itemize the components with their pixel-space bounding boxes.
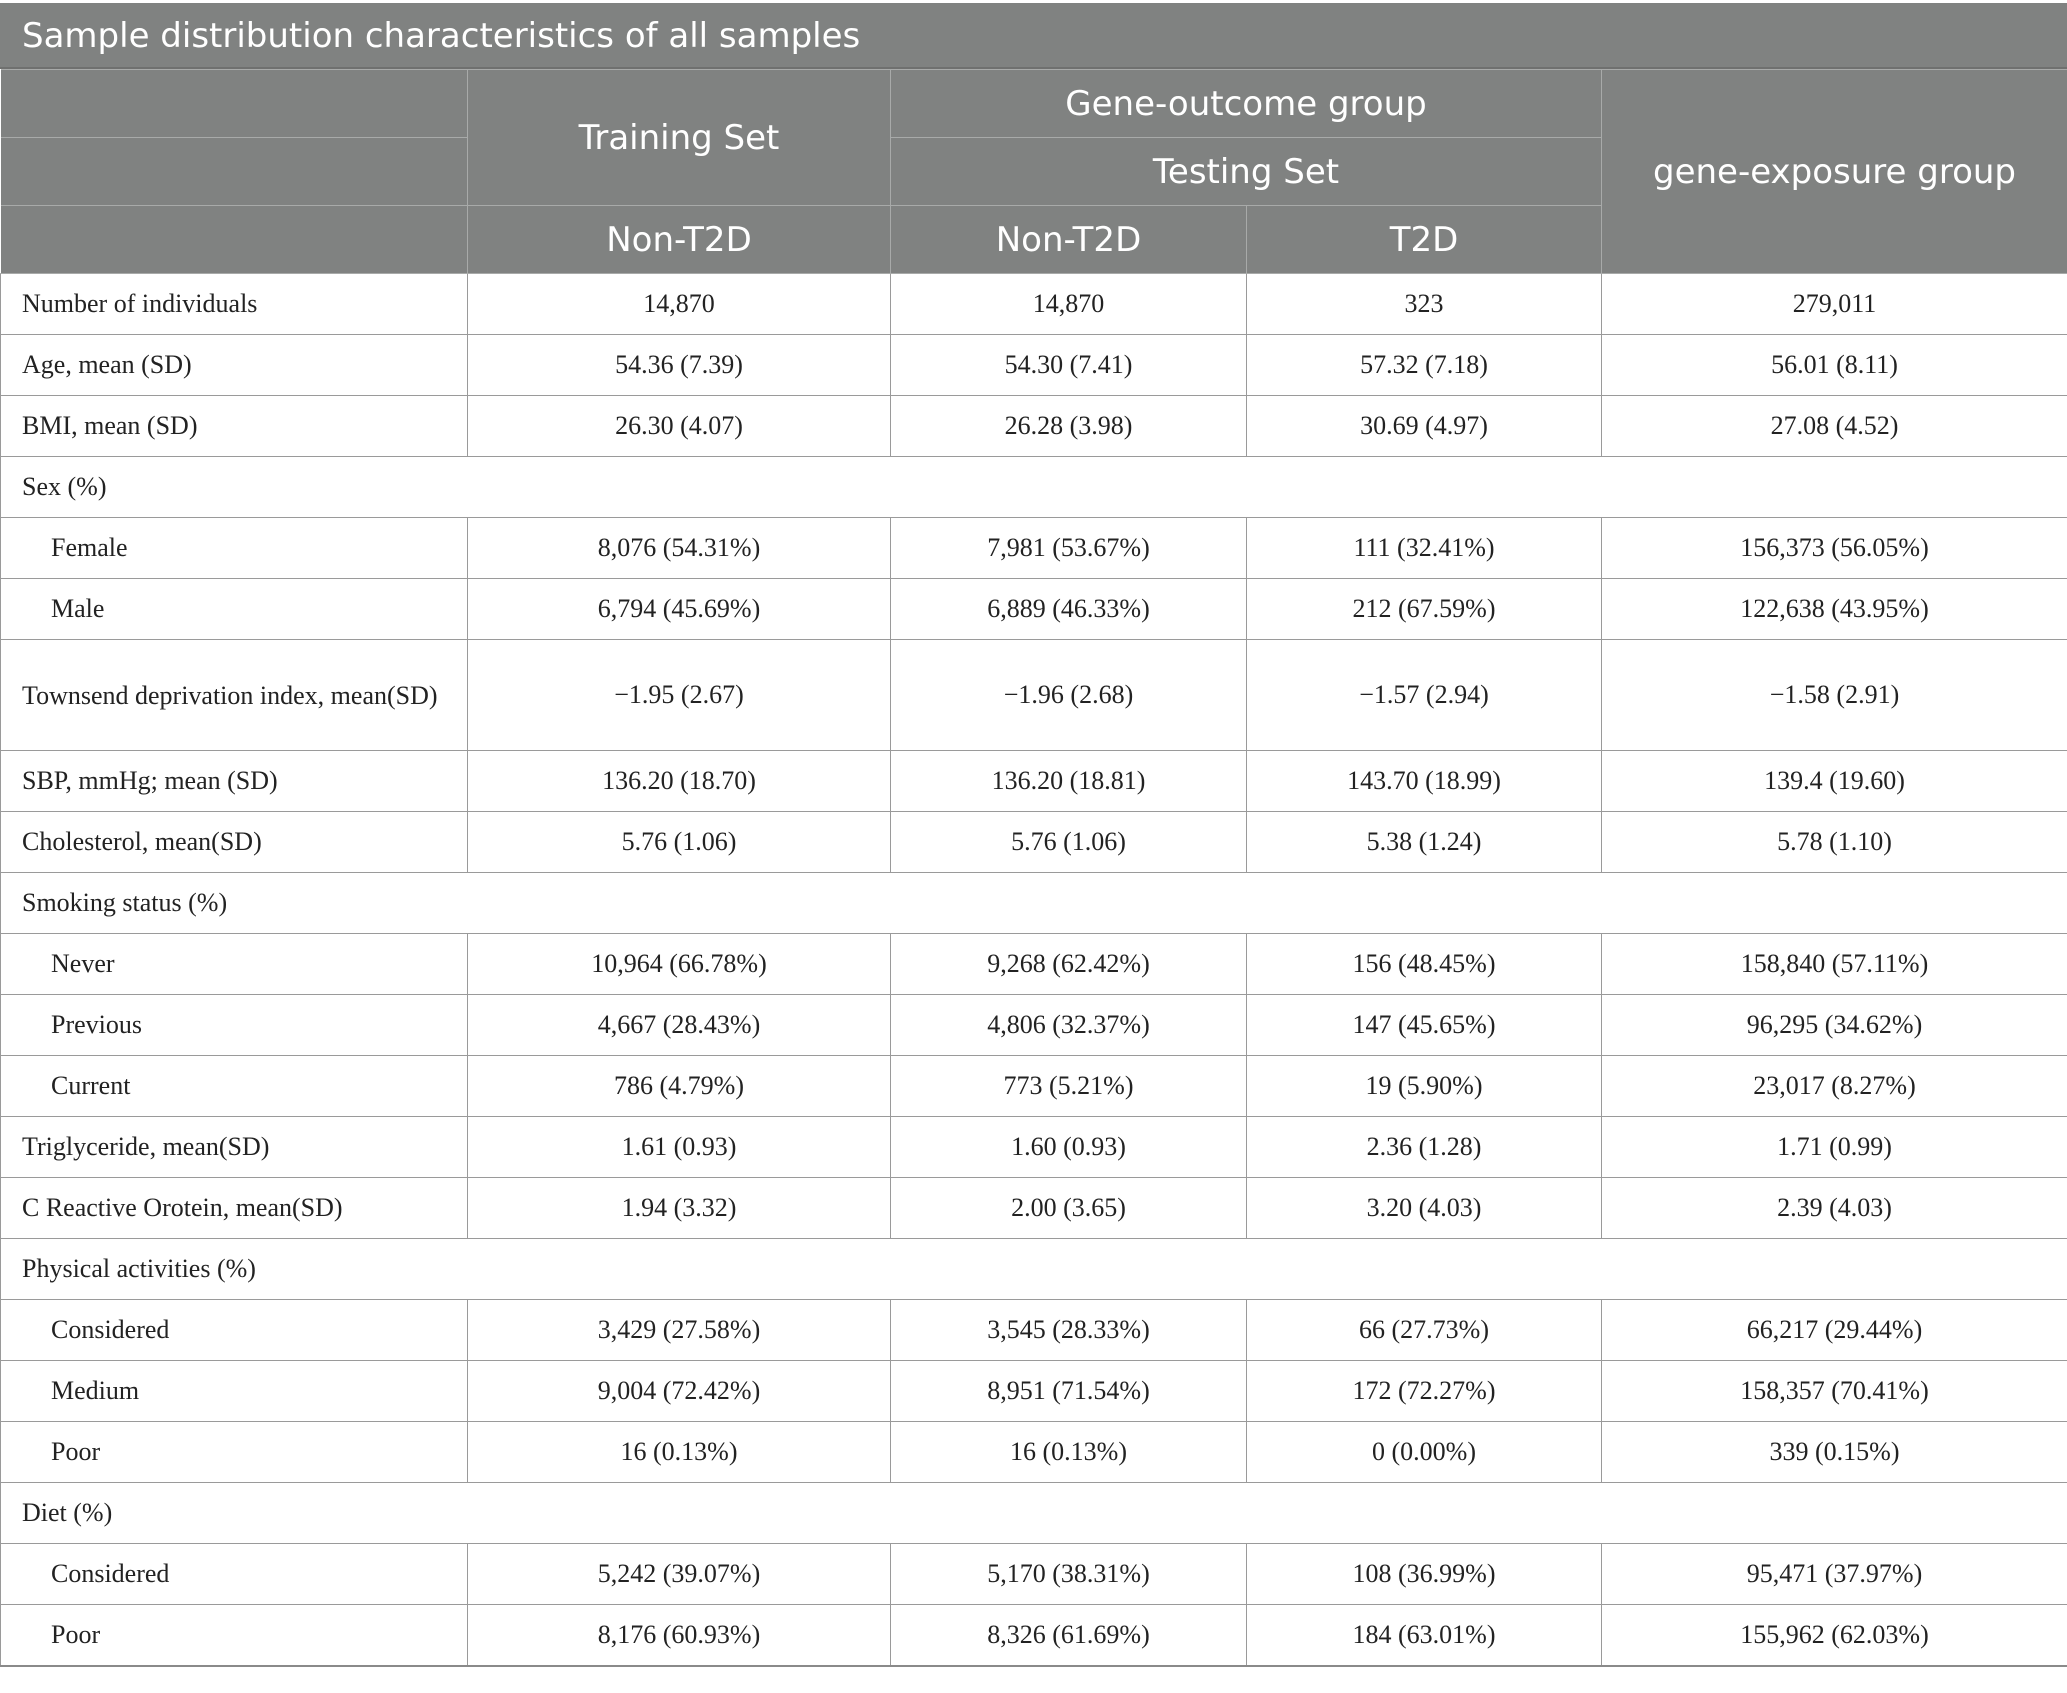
table-cell: −1.96 (2.68) xyxy=(891,640,1247,751)
row-label: Cholesterol, mean(SD) xyxy=(1,812,468,873)
table-cell: −1.58 (2.91) xyxy=(1602,640,2067,751)
table-row xyxy=(1,812,2067,873)
table-cell: 279,011 xyxy=(1602,274,2067,335)
table-row xyxy=(1,518,2067,579)
row-label: Poor xyxy=(1,1422,468,1483)
table-section-row xyxy=(1,873,2067,934)
table-cell: 5.76 (1.06) xyxy=(891,812,1247,873)
header-training-set: Training Set xyxy=(468,70,891,206)
table-cell: 8,176 (60.93%) xyxy=(468,1605,891,1667)
header-train-non-t2d: Non-T2D xyxy=(468,206,891,274)
table-row xyxy=(1,1178,2067,1239)
row-label: Current xyxy=(1,1056,468,1117)
table-cell: 156 (48.45%) xyxy=(1247,934,1602,995)
table-row xyxy=(1,640,2067,751)
data-table xyxy=(0,69,2067,1667)
row-label: Considered xyxy=(1,1300,468,1361)
row-label: Age, mean (SD) xyxy=(1,335,468,396)
table-row xyxy=(1,751,2067,812)
table-section-row xyxy=(1,1239,2067,1300)
table-cell: 4,806 (32.37%) xyxy=(891,995,1247,1056)
table-cell: −1.57 (2.94) xyxy=(1247,640,1602,751)
table-cell: 5.76 (1.06) xyxy=(468,812,891,873)
table-cell: 23,017 (8.27%) xyxy=(1602,1056,2067,1117)
section-heading: Physical activities (%) xyxy=(1,1239,2067,1300)
table-cell: 2.00 (3.65) xyxy=(891,1178,1247,1239)
row-label: Number of individuals xyxy=(1,274,468,335)
table-cell: 14,870 xyxy=(891,274,1247,335)
table-row xyxy=(1,335,2067,396)
table-row xyxy=(1,274,2067,335)
table-cell: 10,964 (66.78%) xyxy=(468,934,891,995)
table-cell: 30.69 (4.97) xyxy=(1247,396,1602,457)
table-cell: 212 (67.59%) xyxy=(1247,579,1602,640)
table-cell: 19 (5.90%) xyxy=(1247,1056,1602,1117)
table-cell: 323 xyxy=(1247,274,1602,335)
table-cell: 155,962 (62.03%) xyxy=(1602,1605,2067,1667)
table-cell: 54.30 (7.41) xyxy=(891,335,1247,396)
row-label: Previous xyxy=(1,995,468,1056)
table-cell: 7,981 (53.67%) xyxy=(891,518,1247,579)
table-cell: 9,268 (62.42%) xyxy=(891,934,1247,995)
table-cell: 147 (45.65%) xyxy=(1247,995,1602,1056)
table-row xyxy=(1,1300,2067,1361)
table-cell: 786 (4.79%) xyxy=(468,1056,891,1117)
header-blank-cell xyxy=(1,70,468,138)
table-cell: 5.38 (1.24) xyxy=(1247,812,1602,873)
table-cell: 139.4 (19.60) xyxy=(1602,751,2067,812)
table-row xyxy=(1,1056,2067,1117)
table-header xyxy=(1,70,2067,274)
table-cell: 66,217 (29.44%) xyxy=(1602,1300,2067,1361)
table-row xyxy=(1,1361,2067,1422)
table-cell: 143.70 (18.99) xyxy=(1247,751,1602,812)
table-cell: 16 (0.13%) xyxy=(468,1422,891,1483)
table-section-row xyxy=(1,457,2067,518)
table-row xyxy=(1,1422,2067,1483)
table-cell: 9,004 (72.42%) xyxy=(468,1361,891,1422)
row-label: Never xyxy=(1,934,468,995)
header-gene-exposure-group: gene-exposure group xyxy=(1602,70,2067,274)
table-cell: 16 (0.13%) xyxy=(891,1422,1247,1483)
table-row xyxy=(1,1117,2067,1178)
row-label: Considered xyxy=(1,1544,468,1605)
table-cell: 1.94 (3.32) xyxy=(468,1178,891,1239)
table-cell: 3,429 (27.58%) xyxy=(468,1300,891,1361)
row-label: SBP, mmHg; mean (SD) xyxy=(1,751,468,812)
table-cell: 3,545 (28.33%) xyxy=(891,1300,1247,1361)
table-cell: 0 (0.00%) xyxy=(1247,1422,1602,1483)
table-cell: 4,667 (28.43%) xyxy=(468,995,891,1056)
table-row xyxy=(1,1605,2067,1667)
row-label: Poor xyxy=(1,1605,468,1667)
table-cell: 5,170 (38.31%) xyxy=(891,1544,1247,1605)
table-row xyxy=(1,934,2067,995)
header-testing-set: Testing Set xyxy=(891,138,1602,206)
table-cell: 2.39 (4.03) xyxy=(1602,1178,2067,1239)
table-title: Sample distribution characteristics of all samples xyxy=(0,3,2067,69)
header-blank-cell xyxy=(1,206,468,274)
table-cell: 136.20 (18.70) xyxy=(468,751,891,812)
table-body xyxy=(1,274,2067,1667)
table-cell: 136.20 (18.81) xyxy=(891,751,1247,812)
table-cell: 108 (36.99%) xyxy=(1247,1544,1602,1605)
table-cell: 1.71 (0.99) xyxy=(1602,1117,2067,1178)
table-cell: 5.78 (1.10) xyxy=(1602,812,2067,873)
section-heading: Smoking status (%) xyxy=(1,873,2067,934)
table-cell: 14,870 xyxy=(468,274,891,335)
row-label: Male xyxy=(1,579,468,640)
table-cell: 27.08 (4.52) xyxy=(1602,396,2067,457)
table-cell: 54.36 (7.39) xyxy=(468,335,891,396)
table-cell: 95,471 (37.97%) xyxy=(1602,1544,2067,1605)
table-cell: 5,242 (39.07%) xyxy=(468,1544,891,1605)
table-container xyxy=(0,3,2067,1667)
header-test-t2d: T2D xyxy=(1247,206,1602,274)
table-cell: 172 (72.27%) xyxy=(1247,1361,1602,1422)
table-cell: 158,840 (57.11%) xyxy=(1602,934,2067,995)
table-cell: 339 (0.15%) xyxy=(1602,1422,2067,1483)
table-row xyxy=(1,995,2067,1056)
header-gene-outcome-group: Gene-outcome group xyxy=(891,70,1602,138)
table-row xyxy=(1,1544,2067,1605)
header-test-non-t2d: Non-T2D xyxy=(891,206,1247,274)
section-heading: Diet (%) xyxy=(1,1483,2067,1544)
table-cell: 1.60 (0.93) xyxy=(891,1117,1247,1178)
table-cell: 184 (63.01%) xyxy=(1247,1605,1602,1667)
row-label: Townsend deprivation index, mean(SD) xyxy=(1,640,468,751)
table-cell: 2.36 (1.28) xyxy=(1247,1117,1602,1178)
table-cell: 96,295 (34.62%) xyxy=(1602,995,2067,1056)
table-cell: 6,889 (46.33%) xyxy=(891,579,1247,640)
row-label: Female xyxy=(1,518,468,579)
row-label: Triglyceride, mean(SD) xyxy=(1,1117,468,1178)
table-cell: 6,794 (45.69%) xyxy=(468,579,891,640)
table-cell: 8,326 (61.69%) xyxy=(891,1605,1247,1667)
table-cell: 26.28 (3.98) xyxy=(891,396,1247,457)
table-cell: 8,076 (54.31%) xyxy=(468,518,891,579)
table-cell: 8,951 (71.54%) xyxy=(891,1361,1247,1422)
table-cell: 156,373 (56.05%) xyxy=(1602,518,2067,579)
header-blank-cell xyxy=(1,138,468,206)
table-cell: 1.61 (0.93) xyxy=(468,1117,891,1178)
table-row xyxy=(1,579,2067,640)
table-cell: 122,638 (43.95%) xyxy=(1602,579,2067,640)
row-label: C Reactive Orotein, mean(SD) xyxy=(1,1178,468,1239)
table-cell: 26.30 (4.07) xyxy=(468,396,891,457)
table-cell: 158,357 (70.41%) xyxy=(1602,1361,2067,1422)
table-row xyxy=(1,396,2067,457)
table-cell: −1.95 (2.67) xyxy=(468,640,891,751)
table-cell: 111 (32.41%) xyxy=(1247,518,1602,579)
table-cell: 66 (27.73%) xyxy=(1247,1300,1602,1361)
table-cell: 57.32 (7.18) xyxy=(1247,335,1602,396)
row-label: BMI, mean (SD) xyxy=(1,396,468,457)
table-cell: 773 (5.21%) xyxy=(891,1056,1247,1117)
table-cell: 56.01 (8.11) xyxy=(1602,335,2067,396)
section-heading: Sex (%) xyxy=(1,457,2067,518)
table-cell: 3.20 (4.03) xyxy=(1247,1178,1602,1239)
table-section-row xyxy=(1,1483,2067,1544)
row-label: Medium xyxy=(1,1361,468,1422)
